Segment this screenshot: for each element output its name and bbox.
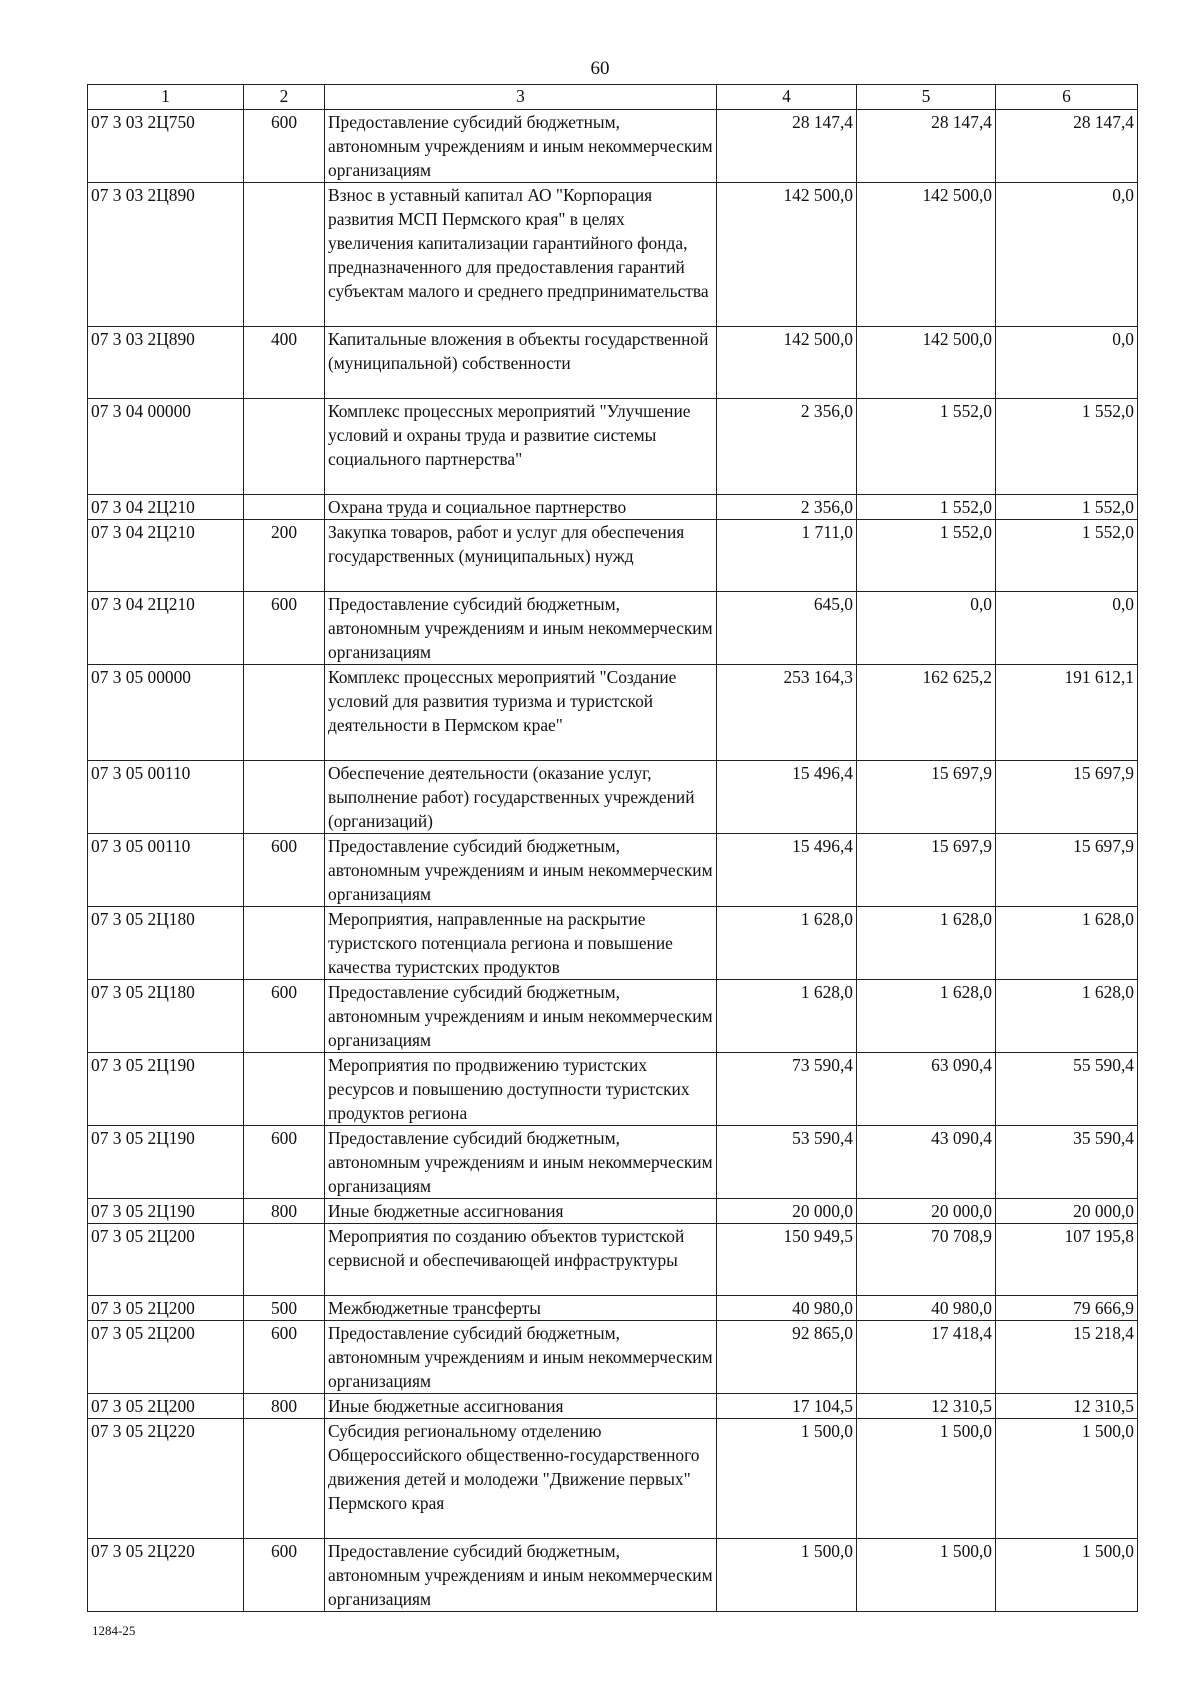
expense-type-cell: [244, 1419, 325, 1539]
amount-col5-cell: 1 552,0: [857, 495, 996, 520]
expense-type-cell: 600: [244, 592, 325, 665]
amount-col6-cell: 28 147,4: [996, 110, 1138, 183]
description-cell: Предоставление субсидий бюджетным, автономным учреждениям и иным некоммерческим организациям: [325, 1126, 717, 1199]
table-row: [88, 110, 1138, 183]
budget-code-cell: 07 3 05 00110: [88, 834, 244, 907]
amount-col4-cell: 1 628,0: [717, 907, 857, 980]
amount-col6-cell: 15 697,9: [996, 834, 1138, 907]
budget-code-cell: 07 3 05 00110: [88, 761, 244, 834]
expense-type-cell: 600: [244, 980, 325, 1053]
description-cell: Охрана труда и социальное партнерство: [325, 495, 717, 520]
expense-type-cell: [244, 907, 325, 980]
expense-type-cell: [244, 495, 325, 520]
table-row: [88, 1053, 1138, 1126]
budget-code-cell: 07 3 05 2Ц190: [88, 1126, 244, 1199]
amount-col4-cell: 15 496,4: [717, 834, 857, 907]
description-cell: Предоставление субсидий бюджетным, автономным учреждениям и иным некоммерческим организациям: [325, 1321, 717, 1394]
amount-col6-cell: 1 552,0: [996, 520, 1138, 592]
expense-type-cell: 600: [244, 1126, 325, 1199]
budget-code-cell: 07 3 05 2Ц220: [88, 1539, 244, 1612]
description-cell: Мероприятия по созданию объектов туристской сервисной и обеспечивающей инфраструктуры: [325, 1224, 717, 1296]
description-cell: Мероприятия по продвижению туристских ресурсов и повышению доступности туристских продуктов региона: [325, 1053, 717, 1126]
amount-col6-cell: 20 000,0: [996, 1199, 1138, 1224]
table-row: [88, 495, 1138, 520]
table-row: [88, 592, 1138, 665]
budget-code-cell: 07 3 05 2Ц180: [88, 980, 244, 1053]
amount-col4-cell: 1 628,0: [717, 980, 857, 1053]
expense-type-cell: 800: [244, 1394, 325, 1419]
budget-table: [87, 84, 1138, 1612]
amount-col6-cell: 0,0: [996, 327, 1138, 399]
column-header: 5: [857, 85, 996, 110]
amount-col4-cell: 92 865,0: [717, 1321, 857, 1394]
column-number-row: [88, 85, 1138, 110]
description-cell: Предоставление субсидий бюджетным, автономным учреждениям и иным некоммерческим организациям: [325, 980, 717, 1053]
budget-code-cell: 07 3 05 2Ц200: [88, 1296, 244, 1321]
amount-col6-cell: 1 500,0: [996, 1539, 1138, 1612]
description-cell: Взнос в уставный капитал АО "Корпорация развития МСП Пермского края" в целях увеличения капитализации гарантийного фонда, предназначенного для предоставления гарантий субъектам малого и среднего предпринимательства: [325, 183, 717, 327]
description-cell: Иные бюджетные ассигнования: [325, 1394, 717, 1419]
budget-code-cell: 07 3 05 2Ц190: [88, 1199, 244, 1224]
amount-col6-cell: 191 612,1: [996, 665, 1138, 761]
amount-col4-cell: 28 147,4: [717, 110, 857, 183]
amount-col5-cell: 20 000,0: [857, 1199, 996, 1224]
budget-code-cell: 07 3 04 2Ц210: [88, 520, 244, 592]
expense-type-cell: [244, 665, 325, 761]
column-header: 2: [244, 85, 325, 110]
table-row: [88, 1539, 1138, 1612]
amount-col5-cell: 1 628,0: [857, 907, 996, 980]
expense-type-cell: 600: [244, 1321, 325, 1394]
table-row: [88, 980, 1138, 1053]
expense-type-cell: 800: [244, 1199, 325, 1224]
table-body: [88, 110, 1138, 1612]
amount-col4-cell: 15 496,4: [717, 761, 857, 834]
expense-type-cell: 400: [244, 327, 325, 399]
amount-col4-cell: 142 500,0: [717, 183, 857, 327]
amount-col5-cell: 1 500,0: [857, 1419, 996, 1539]
amount-col4-cell: 53 590,4: [717, 1126, 857, 1199]
amount-col5-cell: 142 500,0: [857, 183, 996, 327]
description-cell: Предоставление субсидий бюджетным, автономным учреждениям и иным некоммерческим организациям: [325, 592, 717, 665]
column-header: 4: [717, 85, 857, 110]
table-row: [88, 399, 1138, 495]
amount-col5-cell: 15 697,9: [857, 834, 996, 907]
amount-col4-cell: 40 980,0: [717, 1296, 857, 1321]
amount-col5-cell: 1 628,0: [857, 980, 996, 1053]
amount-col4-cell: 142 500,0: [717, 327, 857, 399]
budget-code-cell: 07 3 05 00000: [88, 665, 244, 761]
expense-type-cell: 500: [244, 1296, 325, 1321]
table-row: [88, 1419, 1138, 1539]
amount-col5-cell: 1 500,0: [857, 1539, 996, 1612]
table-row: [88, 761, 1138, 834]
amount-col4-cell: 645,0: [717, 592, 857, 665]
amount-col4-cell: 253 164,3: [717, 665, 857, 761]
page-number: 60: [590, 58, 610, 79]
amount-col5-cell: 17 418,4: [857, 1321, 996, 1394]
amount-col5-cell: 0,0: [857, 592, 996, 665]
budget-code-cell: 07 3 03 2Ц890: [88, 327, 244, 399]
budget-code-cell: 07 3 04 00000: [88, 399, 244, 495]
table-row: [88, 520, 1138, 592]
amount-col5-cell: 40 980,0: [857, 1296, 996, 1321]
amount-col4-cell: 17 104,5: [717, 1394, 857, 1419]
budget-code-cell: 07 3 05 2Ц220: [88, 1419, 244, 1539]
description-cell: Иные бюджетные ассигнования: [325, 1199, 717, 1224]
description-cell: Закупка товаров, работ и услуг для обеспечения государственных (муниципальных) нужд: [325, 520, 717, 592]
table-row: [88, 834, 1138, 907]
amount-col5-cell: 142 500,0: [857, 327, 996, 399]
table-row: [88, 1126, 1138, 1199]
budget-code-cell: 07 3 05 2Ц200: [88, 1394, 244, 1419]
description-cell: Капитальные вложения в объекты государственной (муниципальной) собственности: [325, 327, 717, 399]
column-header: 1: [88, 85, 244, 110]
amount-col5-cell: 28 147,4: [857, 110, 996, 183]
amount-col6-cell: 1 628,0: [996, 980, 1138, 1053]
expense-type-cell: [244, 399, 325, 495]
column-header: 6: [996, 85, 1138, 110]
amount-col4-cell: 1 711,0: [717, 520, 857, 592]
description-cell: Комплекс процессных мероприятий "Улучшение условий и охраны труда и развитие системы социального партнерства": [325, 399, 717, 495]
amount-col4-cell: 73 590,4: [717, 1053, 857, 1126]
table-row: [88, 183, 1138, 327]
amount-col4-cell: 150 949,5: [717, 1224, 857, 1296]
table-row: [88, 907, 1138, 980]
description-cell: Межбюджетные трансферты: [325, 1296, 717, 1321]
expense-type-cell: [244, 183, 325, 327]
description-cell: Предоставление субсидий бюджетным, автономным учреждениям и иным некоммерческим организациям: [325, 834, 717, 907]
expense-type-cell: [244, 1053, 325, 1126]
budget-code-cell: 07 3 05 2Ц180: [88, 907, 244, 980]
amount-col6-cell: 1 552,0: [996, 495, 1138, 520]
description-cell: Комплекс процессных мероприятий "Создание условий для развития туризма и туристской деятельности в Пермском крае": [325, 665, 717, 761]
description-cell: Предоставление субсидий бюджетным, автономным учреждениям и иным некоммерческим организациям: [325, 110, 717, 183]
amount-col6-cell: 107 195,8: [996, 1224, 1138, 1296]
budget-code-cell: 07 3 05 2Ц190: [88, 1053, 244, 1126]
amount-col6-cell: 0,0: [996, 592, 1138, 665]
table-row: [88, 1224, 1138, 1296]
table-row: [88, 1296, 1138, 1321]
expense-type-cell: 600: [244, 834, 325, 907]
amount-col5-cell: 12 310,5: [857, 1394, 996, 1419]
amount-col5-cell: 63 090,4: [857, 1053, 996, 1126]
amount-col6-cell: 12 310,5: [996, 1394, 1138, 1419]
amount-col4-cell: 1 500,0: [717, 1419, 857, 1539]
amount-col4-cell: 2 356,0: [717, 399, 857, 495]
expense-type-cell: 600: [244, 1539, 325, 1612]
budget-code-cell: 07 3 05 2Ц200: [88, 1224, 244, 1296]
table-row: [88, 1394, 1138, 1419]
expense-type-cell: [244, 761, 325, 834]
budget-code-cell: 07 3 03 2Ц750: [88, 110, 244, 183]
budget-code-cell: 07 3 05 2Ц200: [88, 1321, 244, 1394]
budget-code-cell: 07 3 04 2Ц210: [88, 495, 244, 520]
expense-type-cell: 600: [244, 110, 325, 183]
amount-col5-cell: 162 625,2: [857, 665, 996, 761]
table-row: [88, 665, 1138, 761]
description-cell: Обеспечение деятельности (оказание услуг, выполнение работ) государственных учреждений (организаций): [325, 761, 717, 834]
description-cell: Мероприятия, направленные на раскрытие туристского потенциала региона и повышение качества туристских продуктов: [325, 907, 717, 980]
table-row: [88, 327, 1138, 399]
amount-col6-cell: 0,0: [996, 183, 1138, 327]
expense-type-cell: 200: [244, 520, 325, 592]
amount-col6-cell: 1 628,0: [996, 907, 1138, 980]
amount-col6-cell: 35 590,4: [996, 1126, 1138, 1199]
table-row: [88, 1199, 1138, 1224]
table-row: [88, 1321, 1138, 1394]
amount-col5-cell: 1 552,0: [857, 520, 996, 592]
amount-col5-cell: 1 552,0: [857, 399, 996, 495]
amount-col6-cell: 15 697,9: [996, 761, 1138, 834]
amount-col6-cell: 15 218,4: [996, 1321, 1138, 1394]
budget-code-cell: 07 3 03 2Ц890: [88, 183, 244, 327]
amount-col6-cell: 55 590,4: [996, 1053, 1138, 1126]
amount-col5-cell: 15 697,9: [857, 761, 996, 834]
document-id: 1284-25: [92, 1623, 136, 1638]
amount-col5-cell: 70 708,9: [857, 1224, 996, 1296]
amount-col6-cell: 1 500,0: [996, 1419, 1138, 1539]
amount-col6-cell: 1 552,0: [996, 399, 1138, 495]
amount-col6-cell: 79 666,9: [996, 1296, 1138, 1321]
amount-col4-cell: 20 000,0: [717, 1199, 857, 1224]
amount-col4-cell: 1 500,0: [717, 1539, 857, 1612]
description-cell: Субсидия региональному отделению Общероссийского общественно-государственного движения детей и молодежи "Движение первых" Пермского края: [325, 1419, 717, 1539]
column-header: 3: [325, 85, 717, 110]
budget-code-cell: 07 3 04 2Ц210: [88, 592, 244, 665]
amount-col4-cell: 2 356,0: [717, 495, 857, 520]
amount-col5-cell: 43 090,4: [857, 1126, 996, 1199]
description-cell: Предоставление субсидий бюджетным, автономным учреждениям и иным некоммерческим организациям: [325, 1539, 717, 1612]
expense-type-cell: [244, 1224, 325, 1296]
